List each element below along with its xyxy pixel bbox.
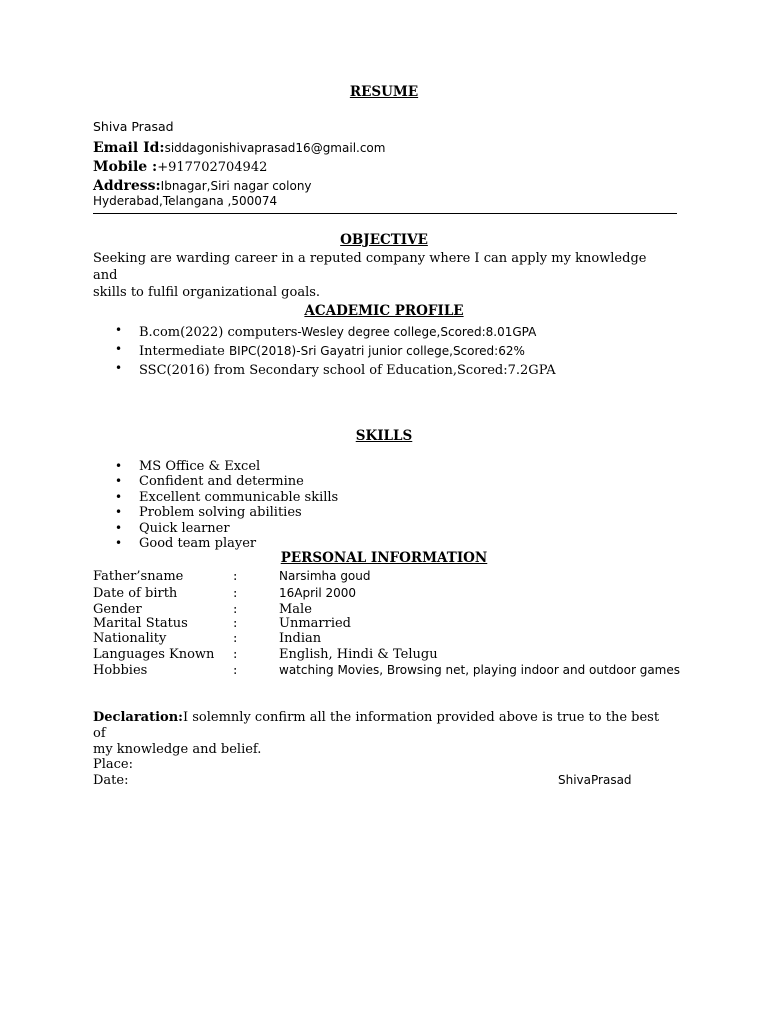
list-item: • Confident and determine xyxy=(93,474,338,489)
signature: ShivaPrasad xyxy=(558,773,632,787)
academic-heading: ACADEMIC PROFILE xyxy=(304,303,464,319)
mobile-label: Mobile : xyxy=(93,159,158,175)
declaration xyxy=(93,710,663,758)
objective-text xyxy=(93,250,653,301)
candidate-name: Shiva Prasad xyxy=(93,119,174,134)
list-item: • Good team player xyxy=(93,536,338,551)
date-label: Date: xyxy=(93,773,129,788)
personal-info-heading: PERSONAL INFORMATION xyxy=(280,550,488,566)
resume-page: RESUME Shiva Prasad Email Id:siddagonishivaprasad16@gmail.com Mobile :+917702704942 Address:Ibnagar,Siri nagar colony Hyderabad,Telangana ,500074 OBJECTIVE Seeking are warding career in a reputed company where I can apply my knowledge and skills to fulfil organizational goals. ACADEMIC PROFILE • B.com(2022) computers-Wesley degree college,Scored:8.01GPA • Intermediate BIPC(2018)-Sri Gayatri junior college,Scored:62% • SSC(2016) from Secondary school of Education,Scored:7.2GPA SKILLS • MS Office & Excel • Confident and determine • Excellent communicable skills • Problem solving abilities • Quick learner • Good team player PERSONAL INFORMATION Father’sname : Narsimha goud Date of birth : 16April 2000 Gender : Male Marital Status : Unmarried Nationality : Indian Languages Known : English, Hindi & Telugu Hobbies : watching Movies, Browsing net, playing indoor and outdoor games Declaration:I solemnly confirm all the information provided above is true to the best of my knowledge and belief. Place: Date: ShivaPrasad xyxy=(0,0,768,1024)
mobile-line xyxy=(93,156,267,175)
header-divider xyxy=(93,213,677,214)
list-item: • Intermediate BIPC(2018)-Sri Gayatri junior college,Scored:62% xyxy=(93,340,556,359)
place-label: Place: xyxy=(93,757,134,772)
skills-heading: SKILLS xyxy=(355,428,413,444)
email-value: siddagonishivaprasad16@gmail.com xyxy=(164,141,386,155)
list-item: • Excellent communicable skills xyxy=(93,490,338,505)
declaration-text-1: I solemnly confirm all the information provided above is true to the best of xyxy=(93,710,660,741)
list-item: • MS Office & Excel xyxy=(93,459,338,474)
address-value: Ibnagar,Siri nagar colony xyxy=(160,179,312,193)
address-line xyxy=(93,175,312,194)
resume-title: RESUME xyxy=(349,84,419,100)
mobile-value: +917702704942 xyxy=(157,160,268,175)
objective-heading: OBJECTIVE xyxy=(340,232,428,248)
address-label: Address: xyxy=(93,178,161,194)
email-line xyxy=(93,137,385,156)
email-label: Email Id: xyxy=(93,140,165,156)
list-item: • Problem solving abilities xyxy=(93,505,338,520)
declaration-text-2: my knowledge and belief. xyxy=(93,742,262,757)
skills-list xyxy=(93,459,338,551)
address-line-2: Hyderabad,Telangana ,500074 xyxy=(93,194,278,208)
objective-line-1: Seeking are warding career in a reputed company where I can apply my knowledge and xyxy=(93,251,647,283)
objective-line-2: skills to fulfil organizational goals. xyxy=(93,285,321,300)
academic-list xyxy=(93,321,556,378)
list-item: • Quick learner xyxy=(93,521,338,536)
list-item: • SSC(2016) from Secondary school of Education,Scored:7.2GPA xyxy=(93,359,556,378)
list-item: • B.com(2022) computers-Wesley degree college,Scored:8.01GPA xyxy=(93,321,556,340)
declaration-label: Declaration: xyxy=(93,710,183,725)
